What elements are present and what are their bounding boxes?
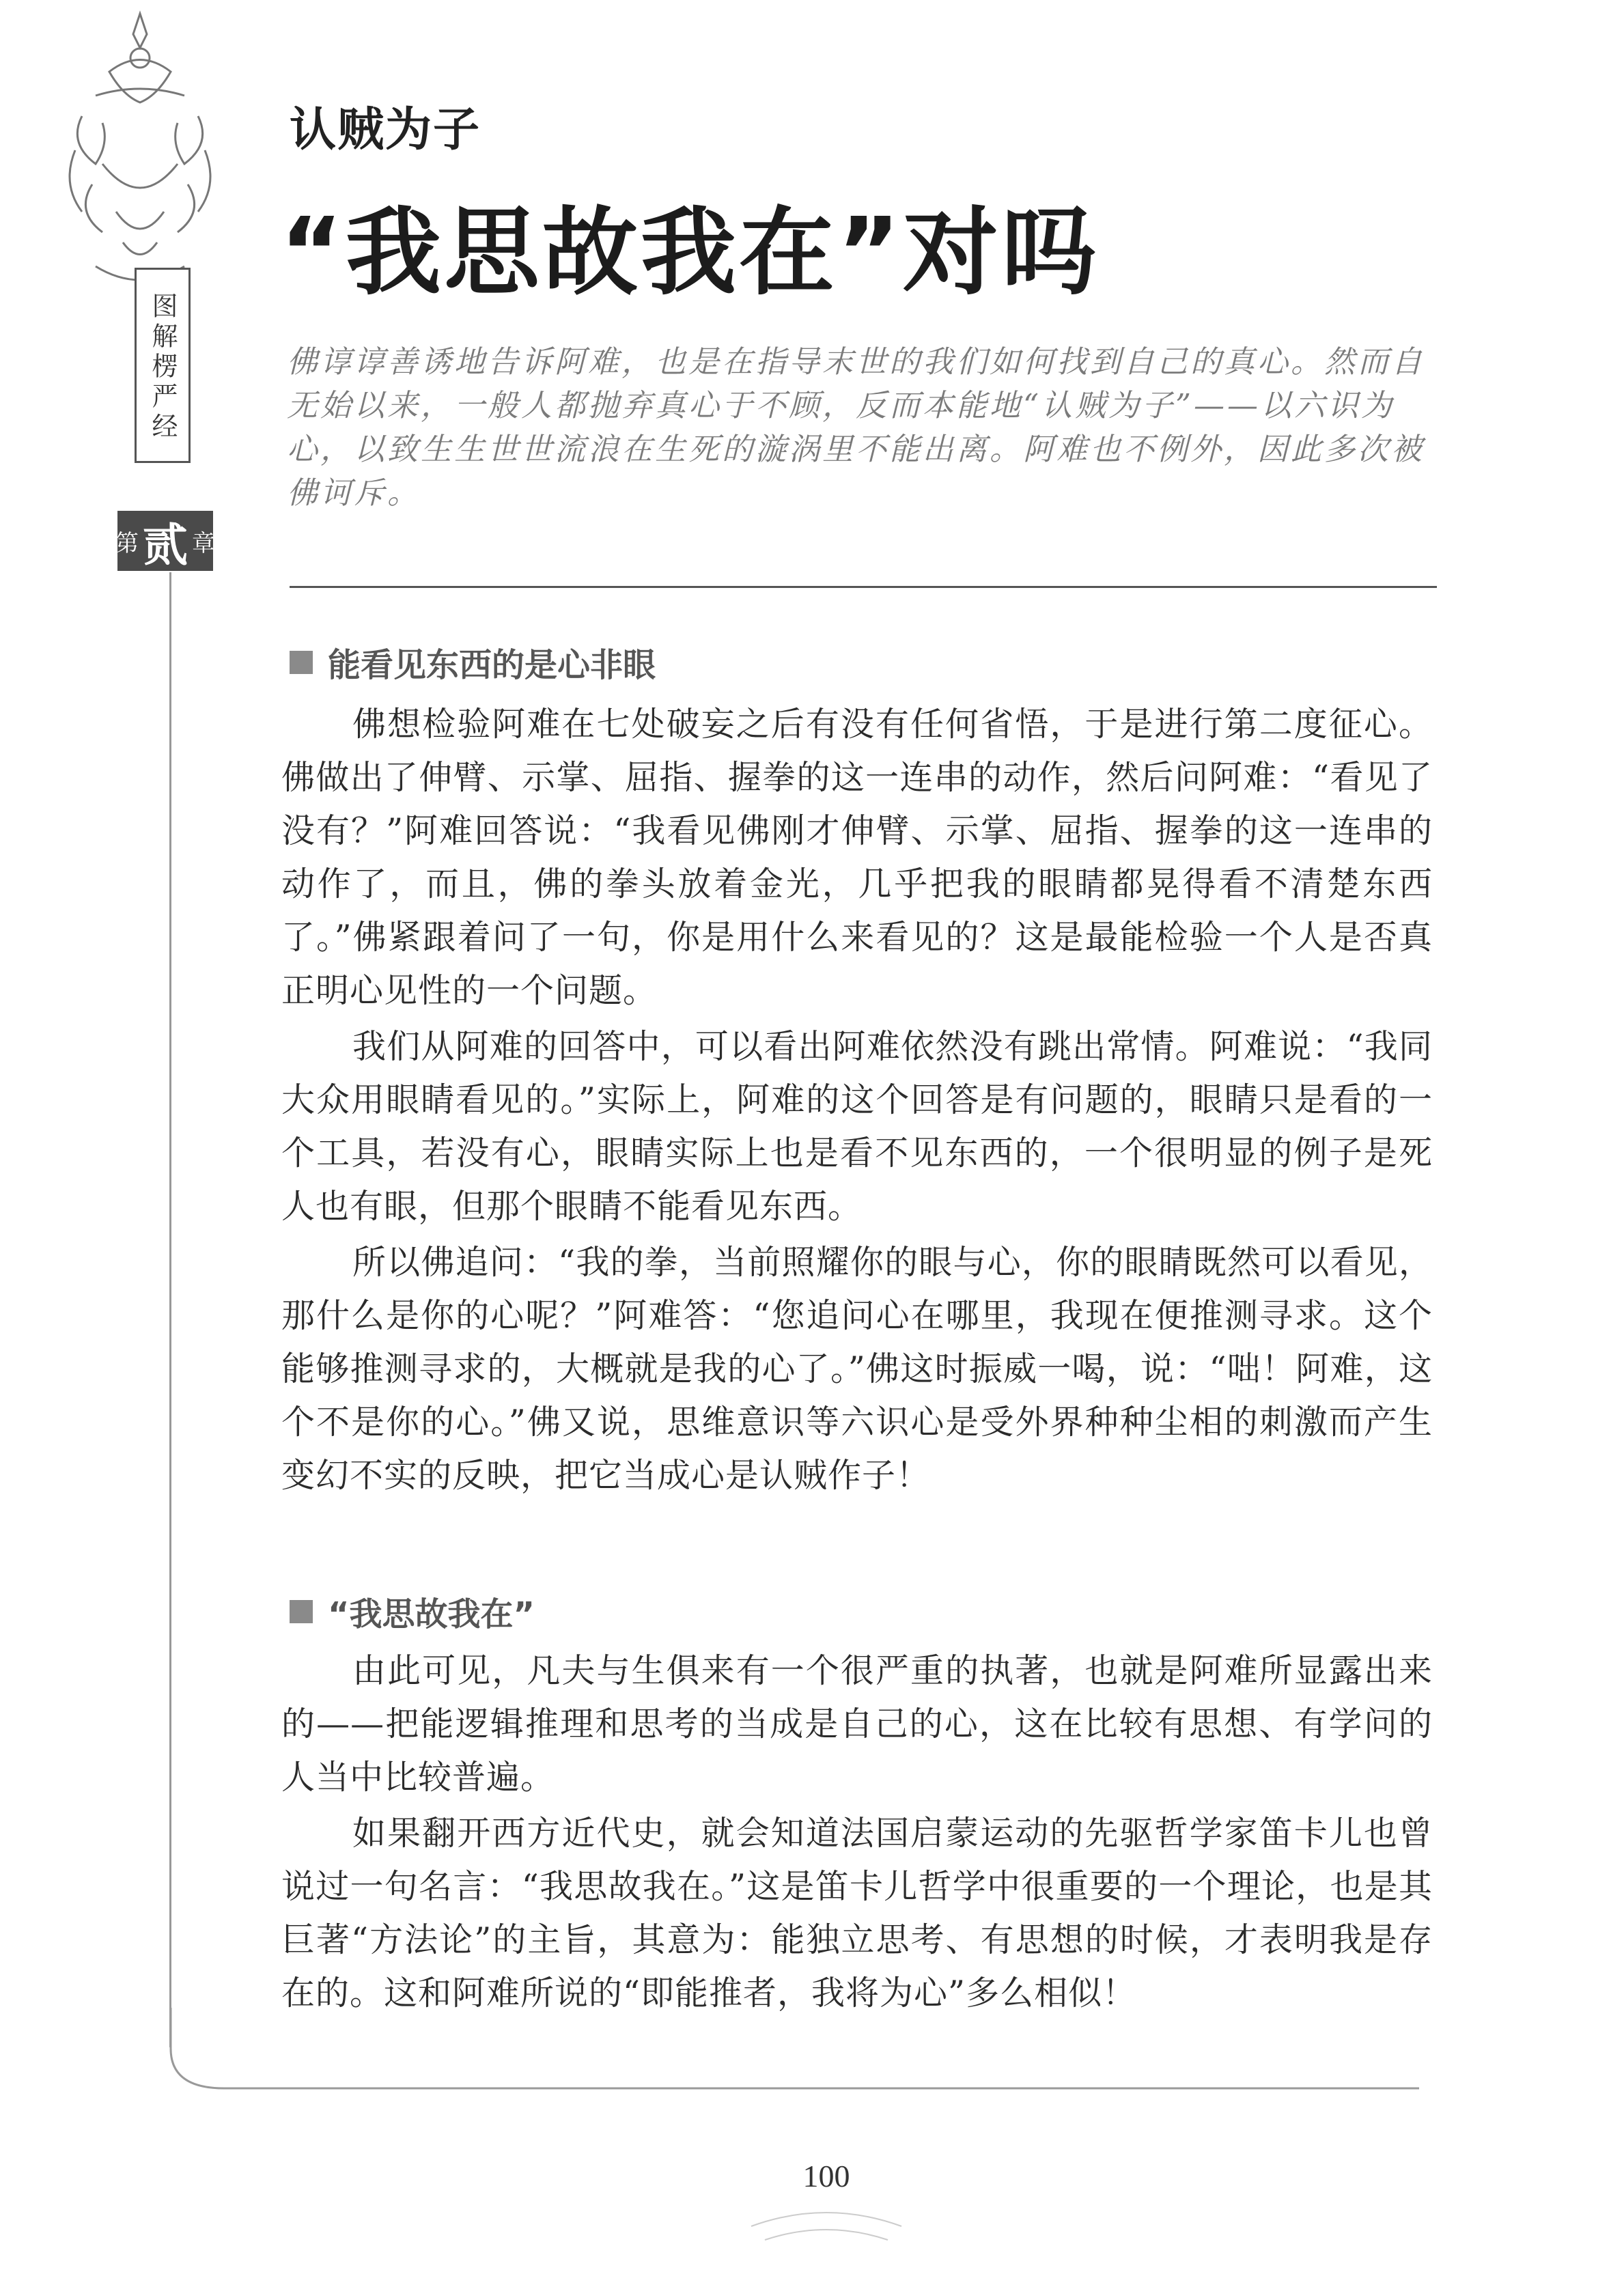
page-number: 100 <box>802 2159 850 2193</box>
intro-paragraph: 佛谆谆善诱地告诉阿难，也是在指导末世的我们如何找到自己的真心。然而自无始以来，一般人都抛弃真心于不顾，反而本能地“认贼为子”——以六识为心，以致生生世世流浪在生死的漩涡里不能出离。阿难也不例外，因此多次被佛诃斥。 <box>287 343 1425 511</box>
section-body <box>281 1644 1433 2023</box>
section-body <box>281 698 1433 1505</box>
sidebar-divider <box>169 572 171 2047</box>
square-bullet-icon <box>290 1600 313 1623</box>
chapter-badge <box>117 511 213 571</box>
body-paragraph: 所以佛追问：“我的拳，当前照耀你的眼与心，你的眼睛既然可以看见，那什么是你的心呢？”阿难答：“您追问心在哪里，我现在便推测寻求。这个能够推测寻求的，大概就是我的心了。”佛这时振威一喝，说：“咄！阿难，这个不是你的心。”佛又说，思维意识等六识心是受外界种种尘相的刺激而产生变幻不实的反映，把它当成心是认贼作子！ <box>281 1243 1433 1495</box>
section-heading <box>290 639 656 686</box>
page-number-ornament-icon <box>710 2199 942 2267</box>
book-title-tab <box>135 268 191 463</box>
page-title: “我思故我在”对吗 <box>280 197 1100 309</box>
chapter-number: 贰 <box>143 518 188 572</box>
square-bullet-icon <box>290 651 313 674</box>
body-paragraph: 佛想检验阿难在七处破妄之后有没有任何省悟，于是进行第二度征心。佛做出了伸臂、示掌、屈指、握拳的这一连串的动作，然后问阿难：“看见了没有？”阿难回答说：“我看见佛刚才伸臂、示掌、屈指、握拳的这一连串的动作了，而且，佛的拳头放着金光，几乎把我的眼睛都晃得看不清楚东西了。”佛紧跟着问了一句，你是用什么来看见的？这是最能检验一个人是否真正明心见性的一个问题。 <box>281 705 1433 1010</box>
chapter-suffix: 章 <box>192 529 215 557</box>
body-paragraph: 由此可见，凡夫与生俱来有一个很严重的执著，也就是阿难所显露出来的——把能逻辑推理和思考的当成是自己的心，这在比较有思想、有学问的人当中比较普遍。 <box>281 1651 1433 1797</box>
bottom-frame-curve <box>169 2008 1453 2124</box>
section-heading <box>290 1588 535 1635</box>
intro-divider <box>290 586 1437 588</box>
chapter-prefix: 第 <box>115 529 139 557</box>
section-heading-text: “我思故我在” <box>328 1595 535 1633</box>
book-title-vertical: 图解楞严经 <box>148 292 178 443</box>
section-kicker: 认贼为子 <box>290 103 481 157</box>
body-paragraph: 如果翻开西方近代史，就会知道法国启蒙运动的先驱哲学家笛卡儿也曾说过一句名言：“我思故我在。”这是笛卡儿哲学中很重要的一个理论，也是其巨著“方法论”的主旨，其意为：能独立思考、有思想的时候，才表明我是存在的。这和阿难所说的“即能推者，我将为心”多么相似！ <box>281 1814 1433 2012</box>
lotus-ornament-icon <box>55 7 225 294</box>
body-paragraph: 我们从阿难的回答中，可以看出阿难依然没有跳出常情。阿难说：“我同大众用眼睛看见的。”实际上，阿难的这个回答是有问题的，眼睛只是看的一个工具，若没有心，眼睛实际上也是看不见东西的，一个很明显的例子是死人也有眼，但那个眼睛不能看见东西。 <box>281 1027 1433 1226</box>
section-heading-text: 能看见东西的是心非眼 <box>328 646 656 684</box>
